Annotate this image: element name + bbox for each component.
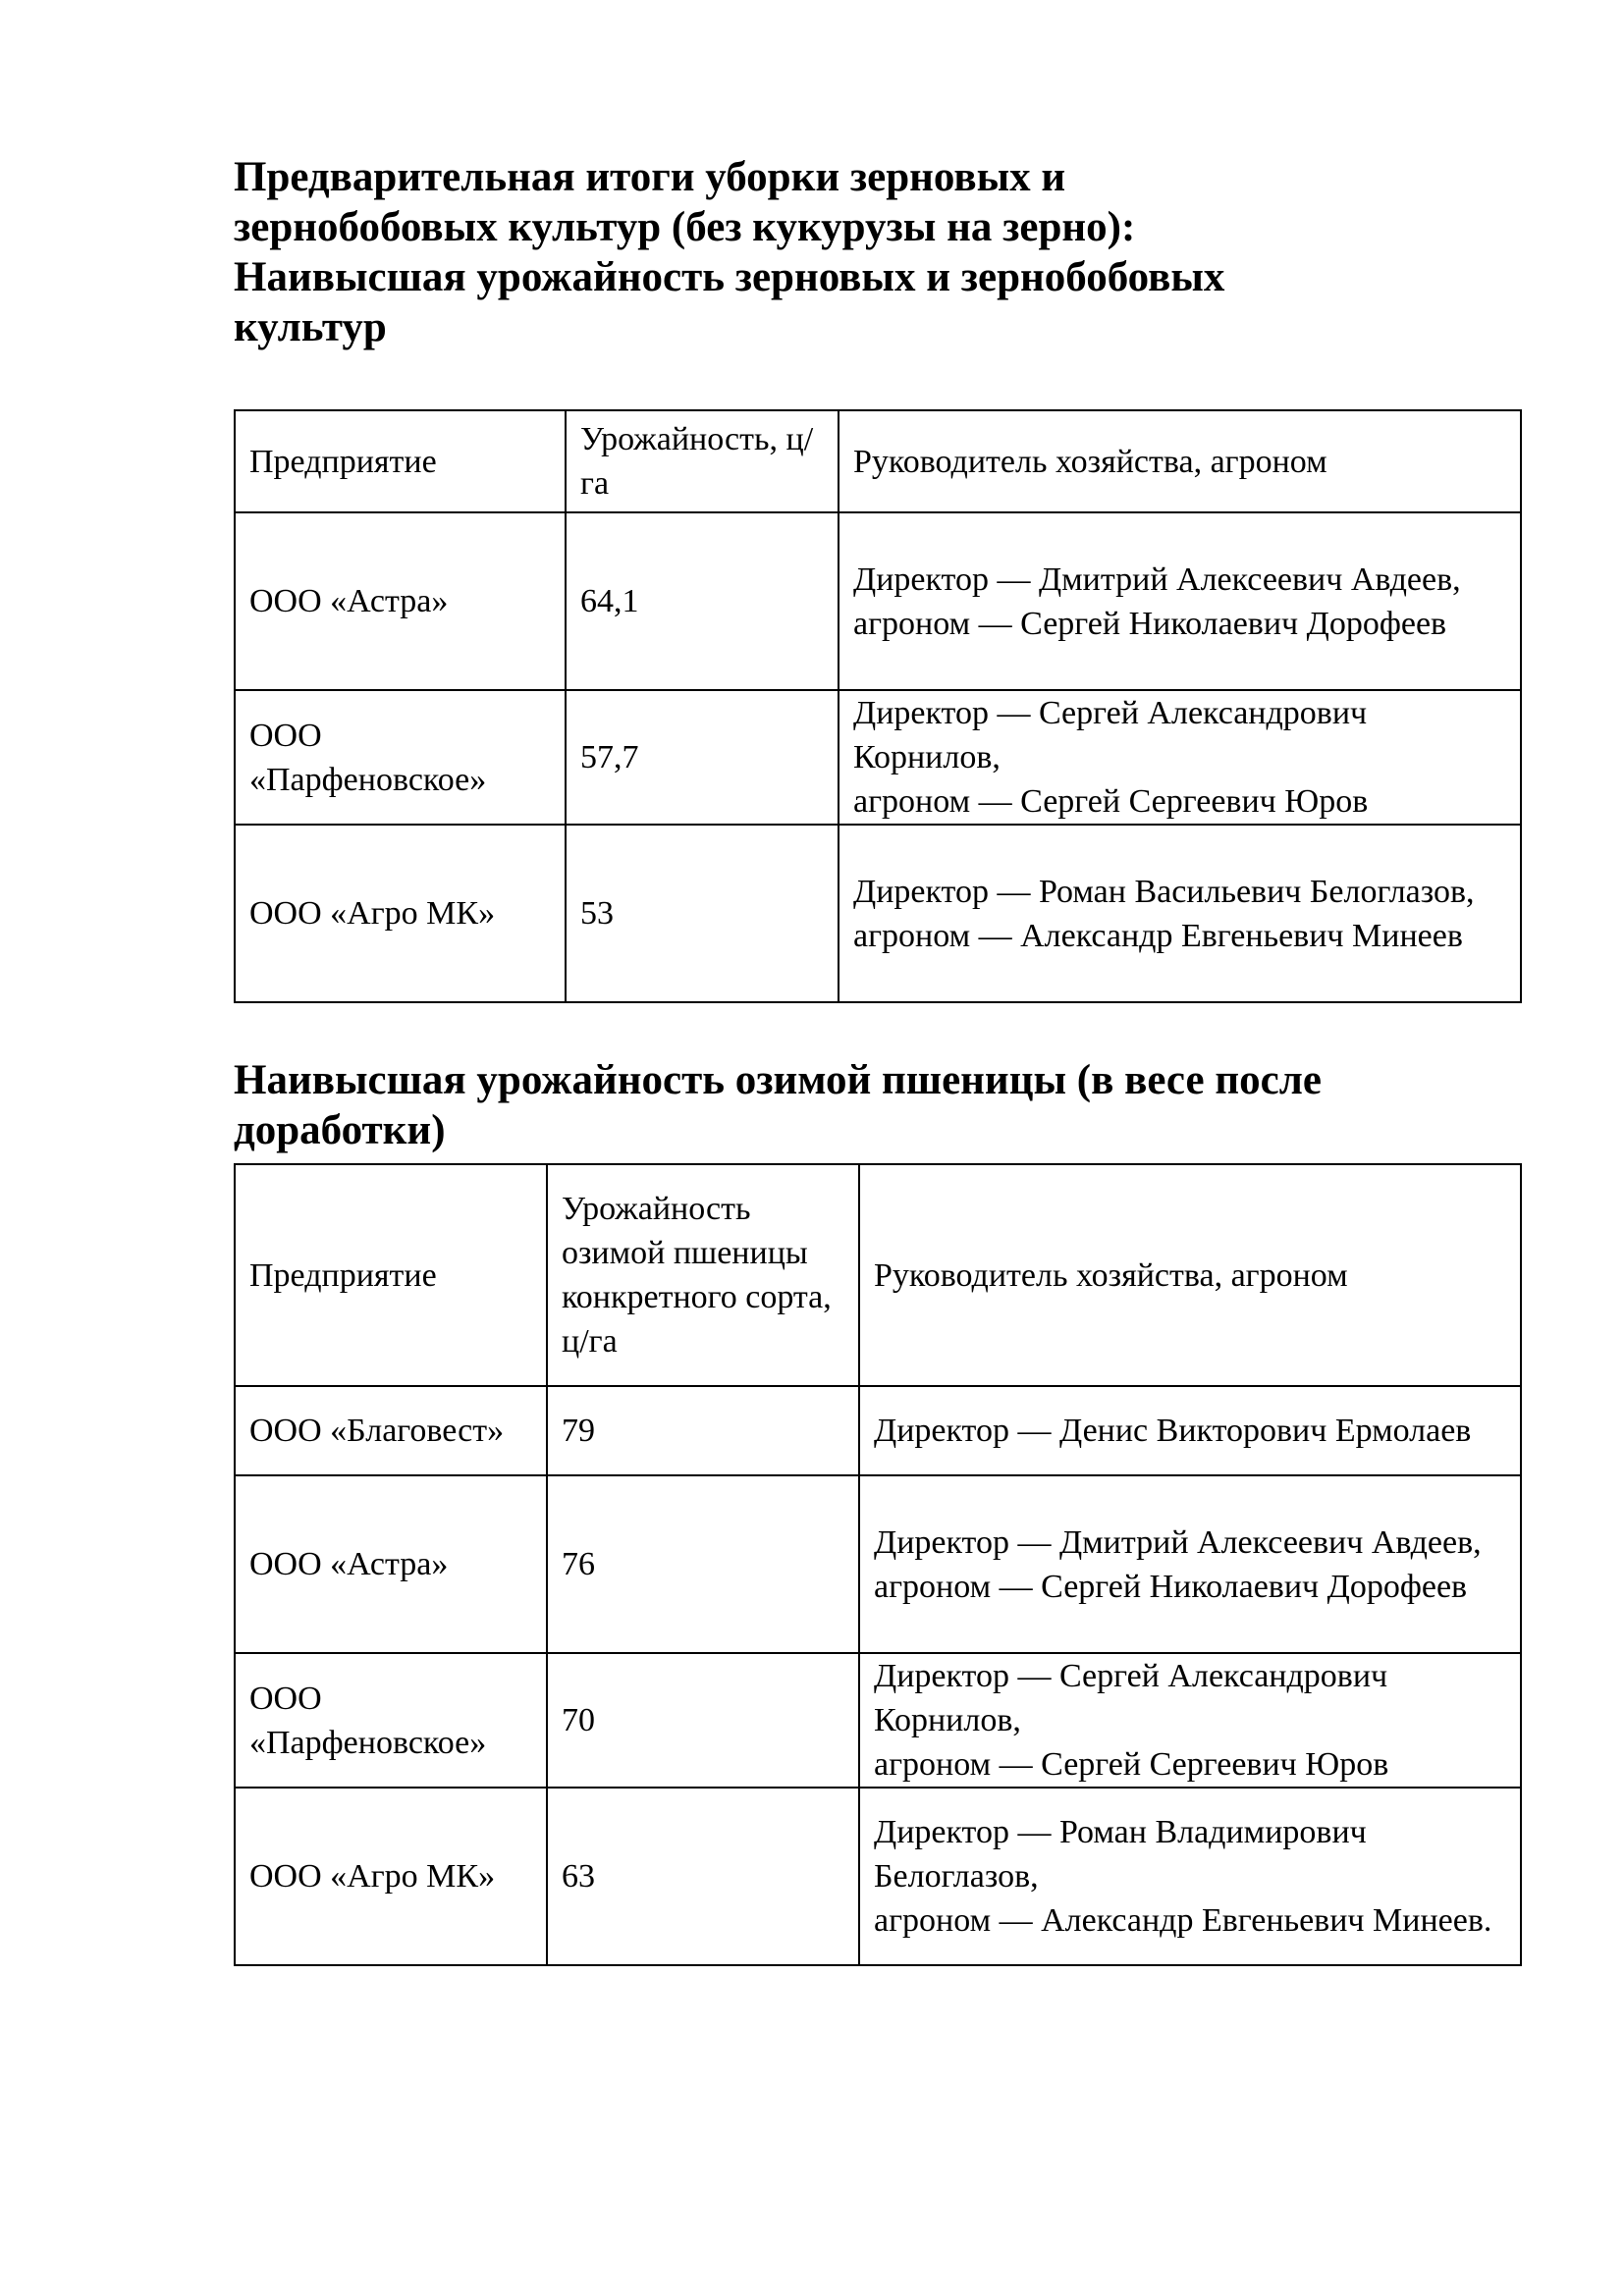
grain-yield-table xyxy=(234,409,1522,1003)
yield-cell: 76 xyxy=(547,1475,859,1653)
header-company: Предприятие xyxy=(235,1164,547,1386)
manager-line: Директор — Роман Владимирович Белоглазов, xyxy=(874,1814,1367,1895)
yield-cell: 63 xyxy=(547,1788,859,1965)
manager-line: агроном — Сергей Николаевич Дорофеев xyxy=(853,605,1447,642)
table-row xyxy=(235,1653,1521,1788)
header-yield: Урожайность озимой пшеницы конкретного сорта, ц/га xyxy=(547,1164,859,1386)
header-company: Предприятие xyxy=(235,410,566,512)
title-line: Наивысшая урожайность зерновых и зернобобовых xyxy=(234,254,1225,300)
company-cell: ООО «Парфеновское» xyxy=(235,690,566,825)
title-line: Предварительная итоги уборки зерновых и xyxy=(234,154,1066,200)
section-title-winter-wheat: Наивысшая урожайность озимой пшеницы (в весе после доработки) xyxy=(234,1057,1322,1153)
company-cell: ООО «Агро МК» xyxy=(235,825,566,1002)
table-header-row xyxy=(235,1164,1521,1386)
manager-line: Директор — Сергей Александрович Корнилов, xyxy=(853,695,1368,775)
manager-cell xyxy=(859,1653,1521,1788)
manager-line: Директор — Роман Васильевич Белоглазов, xyxy=(853,873,1475,910)
manager-line: Директор — Дмитрий Алексеевич Авдеев, xyxy=(874,1523,1482,1561)
header-manager: Руководитель хозяйства, агроном xyxy=(859,1164,1521,1386)
title-line: культур xyxy=(234,304,387,350)
company-cell: ООО «Благовест» xyxy=(235,1386,547,1475)
manager-line: агроном — Александр Евгеньевич Минеев xyxy=(853,917,1463,954)
manager-cell xyxy=(859,1475,1521,1653)
company-cell: ООО «Агро МК» xyxy=(235,1788,547,1965)
table-header-row xyxy=(235,410,1521,512)
yield-cell: 57,7 xyxy=(566,690,839,825)
winter-wheat-yield-table xyxy=(234,1163,1522,1966)
yield-cell: 53 xyxy=(566,825,839,1002)
manager-line: Директор — Дмитрий Алексеевич Авдеев, xyxy=(853,561,1461,598)
manager-line: агроном — Сергей Сергеевич Юров xyxy=(874,1746,1389,1783)
manager-line: Директор — Денис Викторович Ермолаев xyxy=(874,1413,1472,1449)
manager-cell xyxy=(859,1386,1521,1475)
manager-line: агроном — Сергей Сергеевич Юров xyxy=(853,783,1369,820)
manager-cell xyxy=(839,512,1521,690)
document-title xyxy=(234,152,1520,352)
manager-cell xyxy=(839,690,1521,825)
header-yield: Урожайность, ц/га xyxy=(566,410,839,512)
manager-cell xyxy=(839,825,1521,1002)
company-cell: ООО «Астра» xyxy=(235,512,566,690)
yield-cell: 70 xyxy=(547,1653,859,1788)
document-page xyxy=(234,152,1520,1966)
header-manager: Руководитель хозяйства, агроном xyxy=(839,410,1521,512)
title-line: зернобобовых культур (без кукурузы на зерно): xyxy=(234,204,1136,250)
company-cell: ООО «Астра» xyxy=(235,1475,547,1653)
yield-cell: 64,1 xyxy=(566,512,839,690)
table-row xyxy=(235,1788,1521,1965)
company-cell: ООО «Парфеновское» xyxy=(235,1653,547,1788)
manager-cell xyxy=(859,1788,1521,1965)
table-row xyxy=(235,1386,1521,1475)
table-row xyxy=(235,1475,1521,1653)
table-row xyxy=(235,512,1521,690)
table-row xyxy=(235,690,1521,825)
manager-line: агроном — Сергей Николаевич Дорофеев xyxy=(874,1568,1468,1605)
table-row xyxy=(235,825,1521,1002)
manager-line: агроном — Александр Евгеньевич Минеев. xyxy=(874,1902,1492,1939)
yield-cell: 79 xyxy=(547,1386,859,1475)
manager-line: Директор — Сергей Александрович Корнилов, xyxy=(874,1658,1388,1738)
